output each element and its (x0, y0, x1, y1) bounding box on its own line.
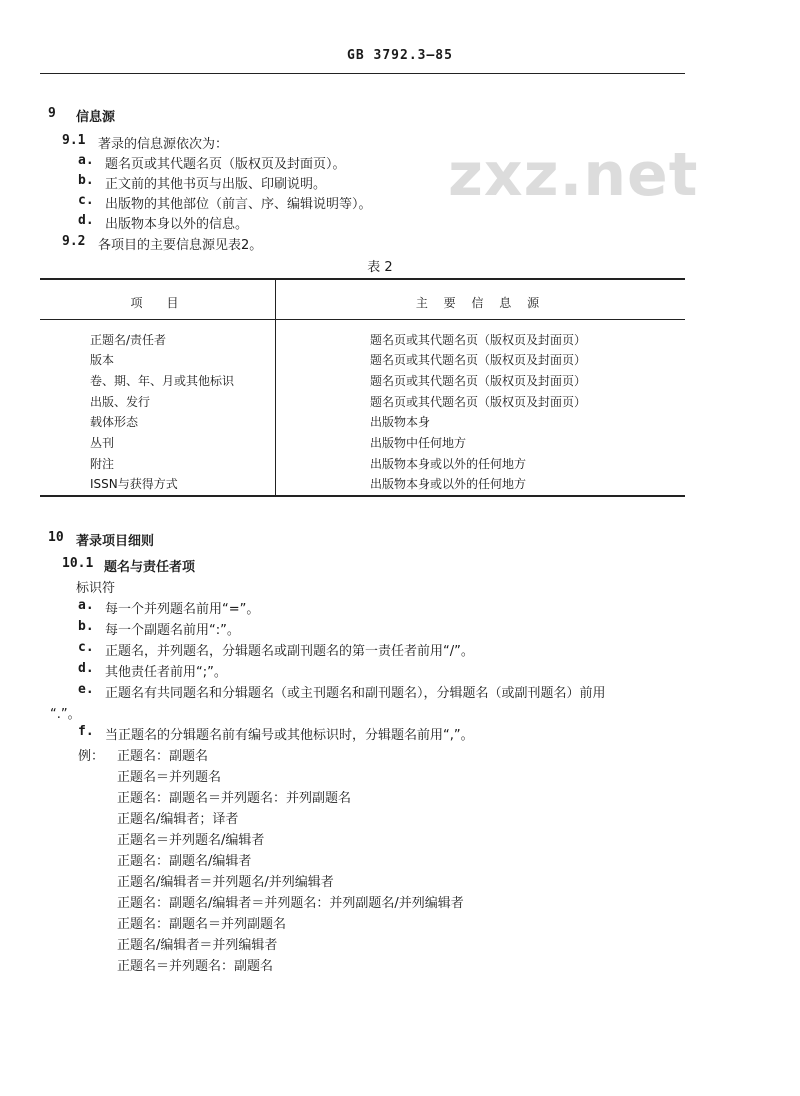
list-item-text: 出版物的其他部位（前言、序、编辑说明等）。 (105, 197, 372, 212)
document-code-header: GB 3792.3—85 (347, 48, 453, 63)
subsection-9-2-number: 9.2 (62, 234, 86, 249)
list-item-label: c. (78, 640, 94, 655)
table-cell-source: 出版物本身或以外的任何地方 (370, 457, 527, 471)
list-item-continuation: “.”。 (50, 707, 81, 722)
list-item-label: d. (78, 661, 94, 676)
watermark: zxz.net (448, 140, 699, 210)
list-item-text: 每一个并列题名前用“=”。 (105, 602, 260, 617)
example-line: 正题名：副题名 (117, 749, 209, 764)
table-cell-source: 题名页或其代题名页（版权页及封面页） (370, 395, 587, 409)
table-caption: 表 2 (367, 260, 393, 275)
list-item-text: 题名页或其代题名页（版权页及封面页）。 (105, 157, 346, 172)
list-item-text: 出版物本身以外的信息。 (105, 217, 249, 232)
table-bottom-rule (40, 495, 685, 497)
list-item-label: a. (78, 153, 94, 168)
example-line: 正题名：副题名＝并列题名：并列副题名 (117, 791, 352, 806)
section-10-number: 10 (48, 530, 64, 545)
example-line: 正题名：副题名＝并列副题名 (117, 917, 287, 932)
table-column-divider (275, 280, 276, 495)
subsection-10-1-number: 10.1 (62, 556, 94, 571)
list-item-label: f. (78, 724, 94, 739)
example-line: 正题名/编辑者＝并列编辑者 (117, 938, 278, 953)
table-cell-item: ISSN与获得方式 (90, 477, 178, 491)
table-header-rule (40, 319, 685, 320)
marker-label: 标识符 (76, 581, 116, 596)
example-line: 正题名＝并列题名/编辑者 (117, 833, 265, 848)
subsection-9-2-text: 各项目的主要信息源见表2。 (98, 238, 263, 253)
list-item-text: 正文前的其他书页与出版、印刷说明。 (105, 177, 327, 192)
table-cell-item: 版本 (90, 353, 115, 367)
table-header-source: 主 要 信 息 源 (415, 296, 546, 310)
list-item-label: d. (78, 213, 94, 228)
section-10-title: 著录项目细则 (76, 534, 155, 549)
example-line: 正题名：副题名/编辑者＝并列题名：并列副题名/并列编辑者 (117, 896, 464, 911)
list-item-label: a. (78, 598, 94, 613)
table-cell-source: 出版物本身或以外的任何地方 (370, 477, 527, 491)
table-cell-source: 题名页或其代题名页（版权页及封面页） (370, 353, 587, 367)
subsection-9-1-number: 9.1 (62, 133, 86, 148)
table-cell-source: 出版物本身 (370, 415, 431, 429)
example-label: 例： (78, 749, 105, 764)
table-cell-item: 丛刊 (90, 436, 115, 450)
table-header-item: 项 目 (130, 296, 185, 310)
list-item-label: b. (78, 619, 94, 634)
section-9-number: 9 (48, 106, 56, 121)
list-item-text: 每一个副题名前用“:”。 (105, 623, 240, 638)
list-item-label: b. (78, 173, 94, 188)
table-cell-source: 题名页或其代题名页（版权页及封面页） (370, 333, 587, 347)
list-item-label: c. (78, 193, 94, 208)
example-line: 正题名：副题名/编辑者 (117, 854, 252, 869)
table-cell-source: 题名页或其代题名页（版权页及封面页） (370, 374, 587, 388)
table-top-rule (40, 278, 685, 280)
table-cell-item: 附注 (90, 457, 115, 471)
table-cell-item: 载体形态 (90, 415, 139, 429)
section-9-title: 信息源 (76, 110, 116, 125)
list-item-text: 正题名有共同题名和分辑题名（或主刊题名和副刊题名），分辑题名（或副刊题名）前用 (105, 686, 606, 701)
example-line: 正题名/编辑者＝并列题名/并列编辑者 (117, 875, 334, 890)
list-item-text: 其他责任者前用“;”。 (105, 665, 227, 680)
subsection-9-1-text: 著录的信息源依次为： (98, 137, 229, 152)
header-rule (40, 73, 685, 74)
example-line: 正题名＝并列题名：副题名 (117, 959, 274, 974)
subsection-10-1-title: 题名与责任者项 (104, 560, 196, 575)
example-line: 正题名＝并列题名 (117, 770, 222, 785)
list-item-text: 正题名，并列题名，分辑题名或副刊题名的第一责任者前用“/”。 (105, 644, 474, 659)
table-cell-item: 卷、期、年、月或其他标识 (90, 374, 235, 388)
example-line: 正题名/编辑者；译者 (117, 812, 239, 827)
table-cell-item: 出版、发行 (90, 395, 151, 409)
table-cell-item: 正题名/责任者 (90, 333, 167, 347)
list-item-label: e. (78, 682, 94, 697)
list-item-text: 当正题名的分辑题名前有编号或其他标识时，分辑题名前用“,”。 (105, 728, 474, 743)
table-cell-source: 出版物中任何地方 (370, 436, 467, 450)
